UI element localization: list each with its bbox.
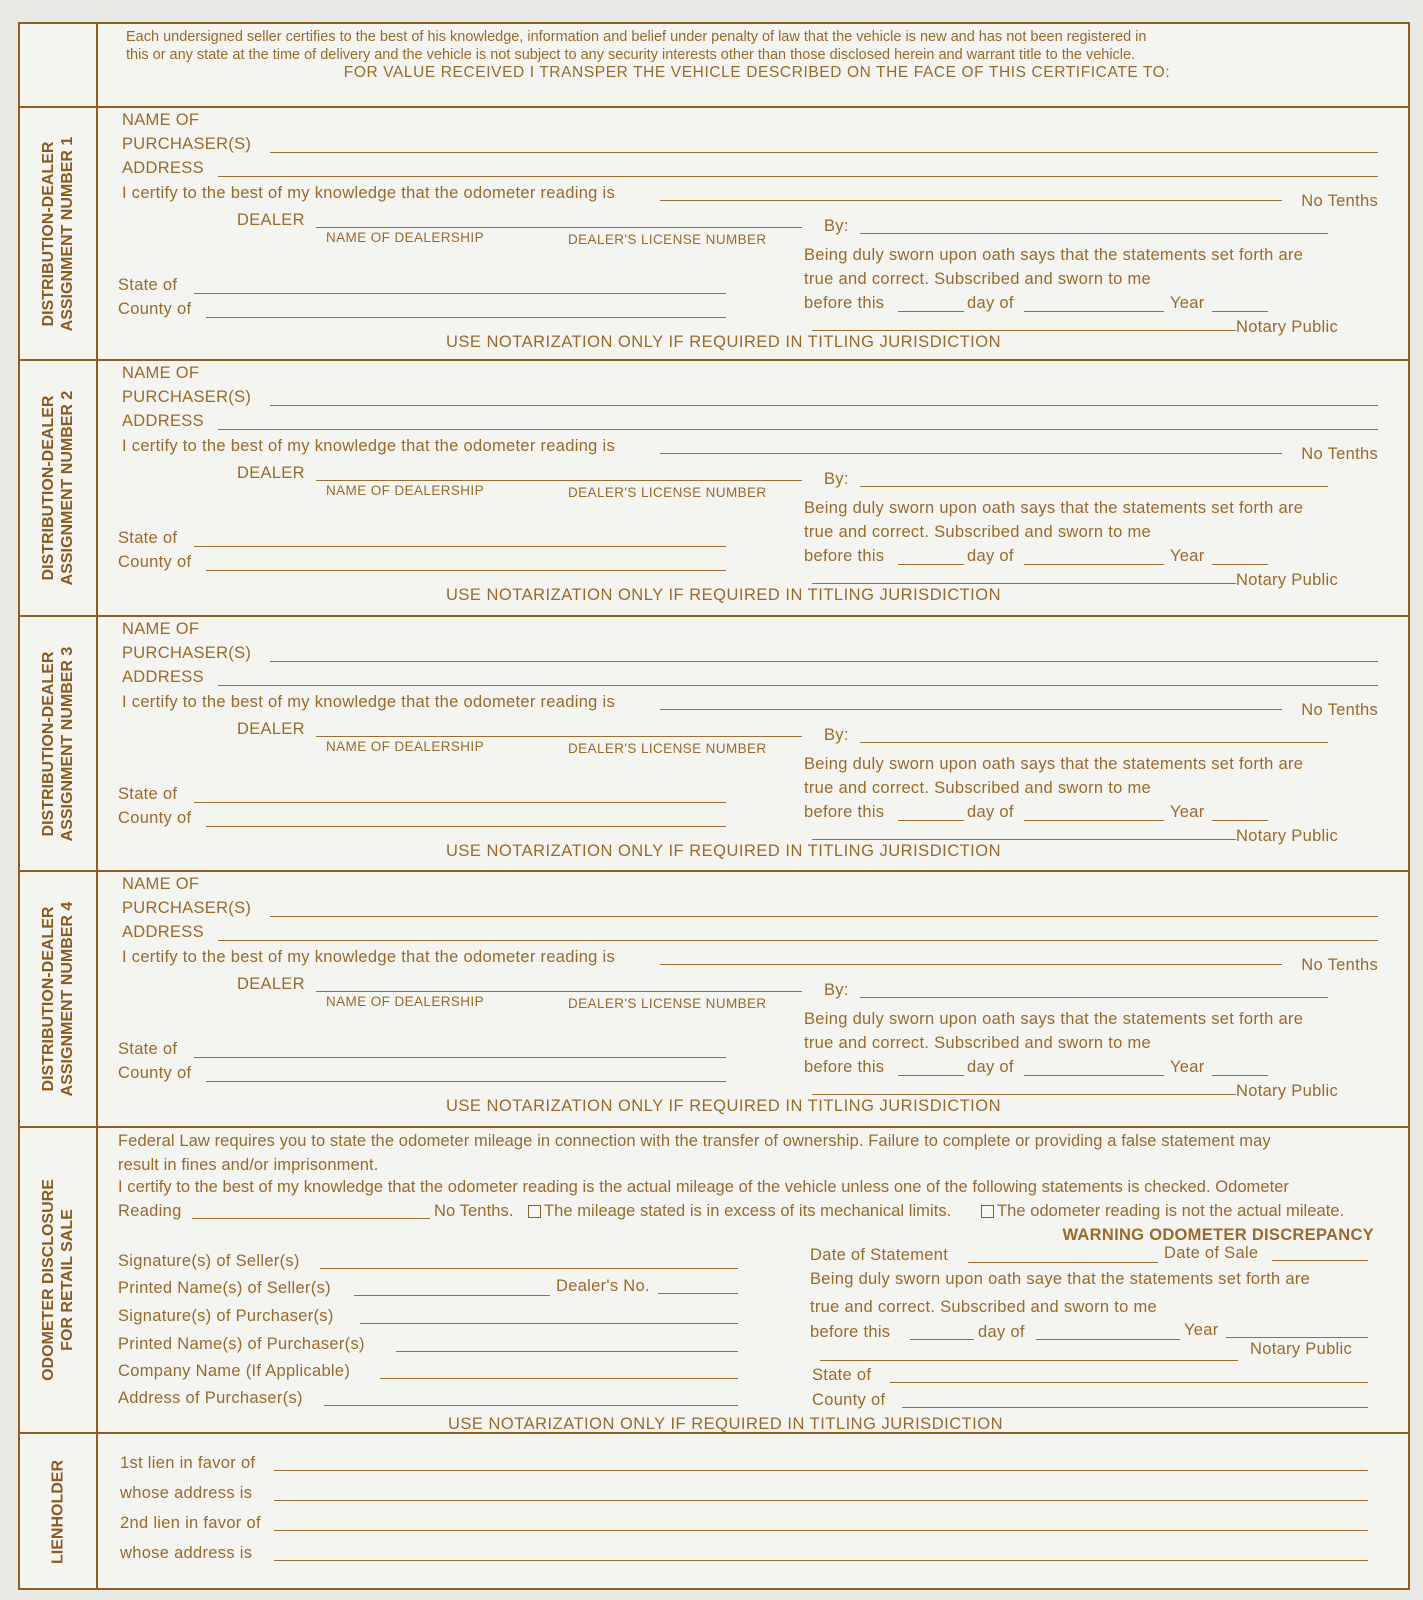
lienholder-side-label: LIENHOLDER <box>49 1460 67 1564</box>
day-of-label: day of <box>967 1058 1014 1076</box>
notarization-notice: USE NOTARIZATION ONLY IF REQUIRED IN TITLING JURISDICTION <box>446 1097 1002 1115</box>
purchaser-address-field[interactable] <box>324 1405 738 1406</box>
date-of-statement-label: Date of Statement <box>810 1246 949 1264</box>
address-label: ADDRESS <box>122 412 204 430</box>
sworn-statement-line-2: true and correct. Subscribed and sworn to me <box>804 779 1152 797</box>
first-lien-field[interactable] <box>274 1470 1368 1471</box>
purchaser-name-field[interactable] <box>270 661 1378 662</box>
purchaser-address-label: Address of Purchaser(s) <box>118 1389 303 1407</box>
seller-printed-name-label: Printed Name(s) of Seller(s) <box>118 1279 331 1297</box>
assignment-side-label: DISTRIBUTION-DEALER ASSIGNMENT NUMBER 3 <box>40 646 76 841</box>
before-this-label: before this <box>804 1058 885 1076</box>
purchasers-label: PURCHASER(S) <box>122 388 252 406</box>
dealership-name-caption: NAME OF DEALERSHIP <box>326 994 484 1009</box>
by-label: By: <box>824 217 849 235</box>
odometer-certify-label: I certify to the best of my knowledge that the odometer reading is <box>122 948 616 966</box>
address-label: ADDRESS <box>122 923 204 941</box>
purchaser-name-field[interactable] <box>270 152 1378 153</box>
year-label: Year <box>1170 1058 1205 1076</box>
dealer-label: DEALER <box>237 211 305 229</box>
state-of-label: State of <box>118 276 178 294</box>
purchaser-address-field[interactable] <box>218 429 1378 430</box>
reading-label: Reading <box>118 1202 182 1220</box>
notary-public-label: Notary Public <box>1250 1340 1353 1358</box>
year-label: Year <box>1170 547 1205 565</box>
mechanical-limits-checkbox[interactable] <box>528 1205 541 1218</box>
dealer-license-caption: DEALER'S LICENSE NUMBER <box>568 232 767 247</box>
state-of-field[interactable] <box>194 802 726 803</box>
notary-signature-field[interactable] <box>812 583 1236 584</box>
by-signature-field[interactable] <box>860 233 1328 234</box>
purchaser-signature-field[interactable] <box>360 1323 738 1324</box>
notary-day-field[interactable] <box>898 311 964 312</box>
no-tenths-label: No Tenths <box>1301 192 1378 210</box>
sworn-statement-line-2: true and correct. Subscribed and sworn to me <box>804 270 1152 288</box>
dealer-label: DEALER <box>237 720 305 738</box>
odometer-reading-field[interactable] <box>660 453 1282 454</box>
county-of-field[interactable] <box>206 570 726 571</box>
second-lien-address-field[interactable] <box>274 1560 1368 1561</box>
warning-discrepancy: WARNING ODOMETER DISCREPANCY <box>1062 1226 1374 1244</box>
name-of-label: NAME OF <box>122 875 200 893</box>
intro-text-line-1: Each undersigned seller certifies to the best of his knowledge, information and belief under penalty of law that the vehicle is new and has not been registered in <box>126 29 1147 45</box>
notary-day-field[interactable] <box>898 1075 964 1076</box>
state-of-label: State of <box>118 1040 178 1058</box>
date-of-statement-field[interactable] <box>968 1262 1158 1263</box>
date-of-sale-label: Date of Sale <box>1164 1244 1259 1262</box>
dealer-field[interactable] <box>316 736 802 737</box>
company-name-label: Company Name (If Applicable) <box>118 1362 351 1380</box>
odometer-side-label: ODOMETER DISCLOSURE FOR RETAIL SALE <box>40 1179 76 1381</box>
dealer-label: DEALER <box>237 975 305 993</box>
county-of-field[interactable] <box>206 826 726 827</box>
notary-month-field[interactable] <box>1024 311 1164 312</box>
dealership-name-caption: NAME OF DEALERSHIP <box>326 230 484 245</box>
seller-signature-label: Signature(s) of Seller(s) <box>118 1252 300 1270</box>
year-label: Year <box>1184 1321 1219 1339</box>
before-this-label: before this <box>804 294 885 312</box>
assignment-side-label: DISTRIBUTION-DEALER ASSIGNMENT NUMBER 4 <box>40 901 76 1097</box>
notary-day-field[interactable] <box>898 564 964 565</box>
day-of-label: day of <box>978 1323 1025 1341</box>
second-lien-label: 2nd lien in favor of <box>120 1514 261 1532</box>
notary-signature-field[interactable] <box>812 839 1236 840</box>
no-tenths-label: No Tenths. <box>434 1202 514 1220</box>
county-of-field[interactable] <box>206 317 726 318</box>
county-of-label: County of <box>118 809 192 827</box>
name-of-label: NAME OF <box>122 364 200 382</box>
sworn-statement-line-1: Being duly sworn upon oath saye that the statements set forth are <box>810 1270 1311 1288</box>
not-actual-mileage-option[interactable]: The odometer reading is not the actual mileate. <box>981 1202 1344 1221</box>
dealer-label: DEALER <box>237 464 305 482</box>
purchaser-name-field[interactable] <box>270 916 1378 917</box>
notary-year-field[interactable] <box>1212 564 1268 565</box>
dealer-license-caption: DEALER'S LICENSE NUMBER <box>568 741 767 756</box>
notary-public-label: Notary Public <box>1236 1082 1339 1100</box>
assignment-side-label: DISTRIBUTION-DEALER ASSIGNMENT NUMBER 1 <box>40 136 76 331</box>
not-actual-mileage-checkbox[interactable] <box>981 1205 994 1218</box>
name-of-label: NAME OF <box>122 620 200 638</box>
sworn-statement-line-1: Being duly sworn upon oath says that the statements set forth are <box>804 755 1304 773</box>
mechanical-limits-option[interactable]: The mileage stated is in excess of its mechanical limits. <box>528 1202 951 1221</box>
purchasers-label: PURCHASER(S) <box>122 135 252 153</box>
county-of-label: County of <box>812 1391 886 1409</box>
notary-year-field[interactable] <box>1212 311 1268 312</box>
notary-month-field[interactable] <box>1024 1075 1164 1076</box>
company-name-field[interactable] <box>380 1378 738 1379</box>
county-of-label: County of <box>118 300 192 318</box>
county-of-field[interactable] <box>206 1081 726 1082</box>
first-lien-address-field[interactable] <box>274 1500 1368 1501</box>
dealer-license-caption: DEALER'S LICENSE NUMBER <box>568 485 767 500</box>
purchaser-signature-label: Signature(s) of Purchaser(s) <box>118 1307 334 1325</box>
dealer-field[interactable] <box>316 480 802 481</box>
seller-printed-name-field[interactable] <box>354 1295 550 1296</box>
by-label: By: <box>824 470 849 488</box>
by-signature-field[interactable] <box>860 742 1328 743</box>
lienholder-section <box>20 1434 1408 1590</box>
date-of-sale-field[interactable] <box>1272 1260 1368 1261</box>
no-tenths-label: No Tenths <box>1301 701 1378 719</box>
notarization-notice: USE NOTARIZATION ONLY IF REQUIRED IN TITLING JURISDICTION <box>446 586 1002 604</box>
dealer-field[interactable] <box>316 227 802 228</box>
dealers-no-label: Dealer's No. <box>556 1277 650 1295</box>
notary-signature-field[interactable] <box>812 330 1236 331</box>
purchaser-name-field[interactable] <box>270 405 1378 406</box>
first-lien-address-label: whose address is <box>120 1484 253 1502</box>
purchaser-address-field[interactable] <box>218 685 1378 686</box>
odometer-reading-field[interactable] <box>660 200 1282 201</box>
notary-public-label: Notary Public <box>1236 571 1339 589</box>
transfer-statement: FOR VALUE RECEIVED I TRANSPER THE VEHICLE DESCRIBED ON THE FACE OF THIS CERTIFICATE TO: <box>343 64 1171 81</box>
sworn-statement-line-2: true and correct. Subscribed and sworn to me <box>810 1298 1158 1316</box>
before-this-label: before this <box>804 547 885 565</box>
second-lien-address-label: whose address is <box>120 1544 253 1562</box>
no-tenths-label: No Tenths <box>1301 445 1378 463</box>
federal-law-line-1: Federal Law requires you to state the odometer mileage in connection with the transfer of ownership. Failure to complete or providing a false statement may <box>118 1132 1271 1150</box>
odometer-reading-field[interactable] <box>660 709 1282 710</box>
notarization-notice: USE NOTARIZATION ONLY IF REQUIRED IN TITLING JURISDICTION <box>448 1415 1004 1433</box>
notary-public-label: Notary Public <box>1236 318 1339 336</box>
dealer-assignment-2 <box>20 361 1408 617</box>
before-this-label: before this <box>804 803 885 821</box>
year-label: Year <box>1170 803 1205 821</box>
dealership-name-caption: NAME OF DEALERSHIP <box>326 483 484 498</box>
state-of-field[interactable] <box>194 1057 726 1058</box>
notary-year-field[interactable] <box>1212 820 1268 821</box>
dealers-no-field[interactable] <box>658 1293 738 1294</box>
notary-month-field[interactable] <box>1036 1339 1180 1340</box>
purchaser-address-field[interactable] <box>218 176 1378 177</box>
odometer-certify-line: I certify to the best of my knowledge that the odometer reading is the actual mileage of the vehicle unless one of the following statements is checked. Odometer <box>118 1178 1289 1196</box>
day-of-label: day of <box>967 803 1014 821</box>
odometer-disclosure-section <box>20 1128 1408 1434</box>
purchaser-printed-name-label: Printed Name(s) of Purchaser(s) <box>118 1335 365 1353</box>
state-of-field[interactable] <box>890 1382 1368 1383</box>
dealership-name-caption: NAME OF DEALERSHIP <box>326 739 484 754</box>
state-of-label: State of <box>118 785 178 803</box>
assignment-side-label: DISTRIBUTION-DEALER ASSIGNMENT NUMBER 2 <box>40 390 76 586</box>
odometer-certify-label: I certify to the best of my knowledge that the odometer reading is <box>122 184 616 202</box>
notary-year-field[interactable] <box>1212 1075 1268 1076</box>
purchaser-address-field[interactable] <box>218 940 1378 941</box>
odometer-reading-field[interactable] <box>660 964 1282 965</box>
dealer-assignment-3 <box>20 617 1408 872</box>
year-label: Year <box>1170 294 1205 312</box>
odometer-certify-label: I certify to the best of my knowledge that the odometer reading is <box>122 437 616 455</box>
purchasers-label: PURCHASER(S) <box>122 899 252 917</box>
county-of-label: County of <box>118 553 192 571</box>
certification-header <box>20 24 1408 108</box>
notary-day-field[interactable] <box>898 820 964 821</box>
dealer-assignment-4 <box>20 872 1408 1128</box>
notary-month-field[interactable] <box>1024 820 1164 821</box>
by-signature-field[interactable] <box>860 997 1328 998</box>
day-of-label: day of <box>967 547 1014 565</box>
notary-public-label: Notary Public <box>1236 827 1339 845</box>
title-reassignment-form <box>18 22 1410 1590</box>
sworn-statement-line-1: Being duly sworn upon oath says that the statements set forth are <box>804 1010 1304 1028</box>
notary-signature-field[interactable] <box>820 1360 1238 1361</box>
name-of-label: NAME OF <box>122 111 200 129</box>
before-this-label: before this <box>810 1323 891 1341</box>
sworn-statement-line-1: Being duly sworn upon oath says that the statements set forth are <box>804 499 1304 517</box>
sworn-statement-line-1: Being duly sworn upon oath says that the statements set forth are <box>804 246 1304 264</box>
state-of-label: State of <box>118 529 178 547</box>
notary-year-field[interactable] <box>1226 1337 1368 1338</box>
dealer-license-caption: DEALER'S LICENSE NUMBER <box>568 996 767 1011</box>
dealer-field[interactable] <box>316 991 802 992</box>
seller-signature-field[interactable] <box>320 1268 738 1269</box>
notarization-notice: USE NOTARIZATION ONLY IF REQUIRED IN TITLING JURISDICTION <box>446 333 1002 351</box>
dealer-assignment-1 <box>20 108 1408 361</box>
purchaser-printed-name-field[interactable] <box>396 1351 738 1352</box>
no-tenths-label: No Tenths <box>1301 956 1378 974</box>
by-label: By: <box>824 981 849 999</box>
sworn-statement-line-2: true and correct. Subscribed and sworn to me <box>804 523 1152 541</box>
purchasers-label: PURCHASER(S) <box>122 644 252 662</box>
by-label: By: <box>824 726 849 744</box>
county-of-label: County of <box>118 1064 192 1082</box>
address-label: ADDRESS <box>122 159 204 177</box>
federal-law-line-2: result in fines and/or imprisonment. <box>118 1156 379 1174</box>
state-of-field[interactable] <box>194 293 726 294</box>
intro-text-line-2: this or any state at the time of delivery and the vehicle is not subject to any security interests other than those disclosed herein and warrant title to the vehicle. <box>126 47 1136 63</box>
day-of-label: day of <box>967 294 1014 312</box>
second-lien-field[interactable] <box>274 1530 1368 1531</box>
county-of-field[interactable] <box>902 1407 1368 1408</box>
by-signature-field[interactable] <box>860 486 1328 487</box>
state-of-field[interactable] <box>194 546 726 547</box>
notarization-notice: USE NOTARIZATION ONLY IF REQUIRED IN TITLING JURISDICTION <box>446 842 1002 860</box>
first-lien-label: 1st lien in favor of <box>120 1454 256 1472</box>
notary-day-field[interactable] <box>910 1339 974 1340</box>
sworn-statement-line-2: true and correct. Subscribed and sworn to me <box>804 1034 1152 1052</box>
address-label: ADDRESS <box>122 668 204 686</box>
odometer-reading-field[interactable] <box>192 1218 430 1219</box>
notary-month-field[interactable] <box>1024 564 1164 565</box>
notary-signature-field[interactable] <box>812 1094 1236 1095</box>
state-of-label: State of <box>812 1366 872 1384</box>
odometer-certify-label: I certify to the best of my knowledge that the odometer reading is <box>122 693 616 711</box>
